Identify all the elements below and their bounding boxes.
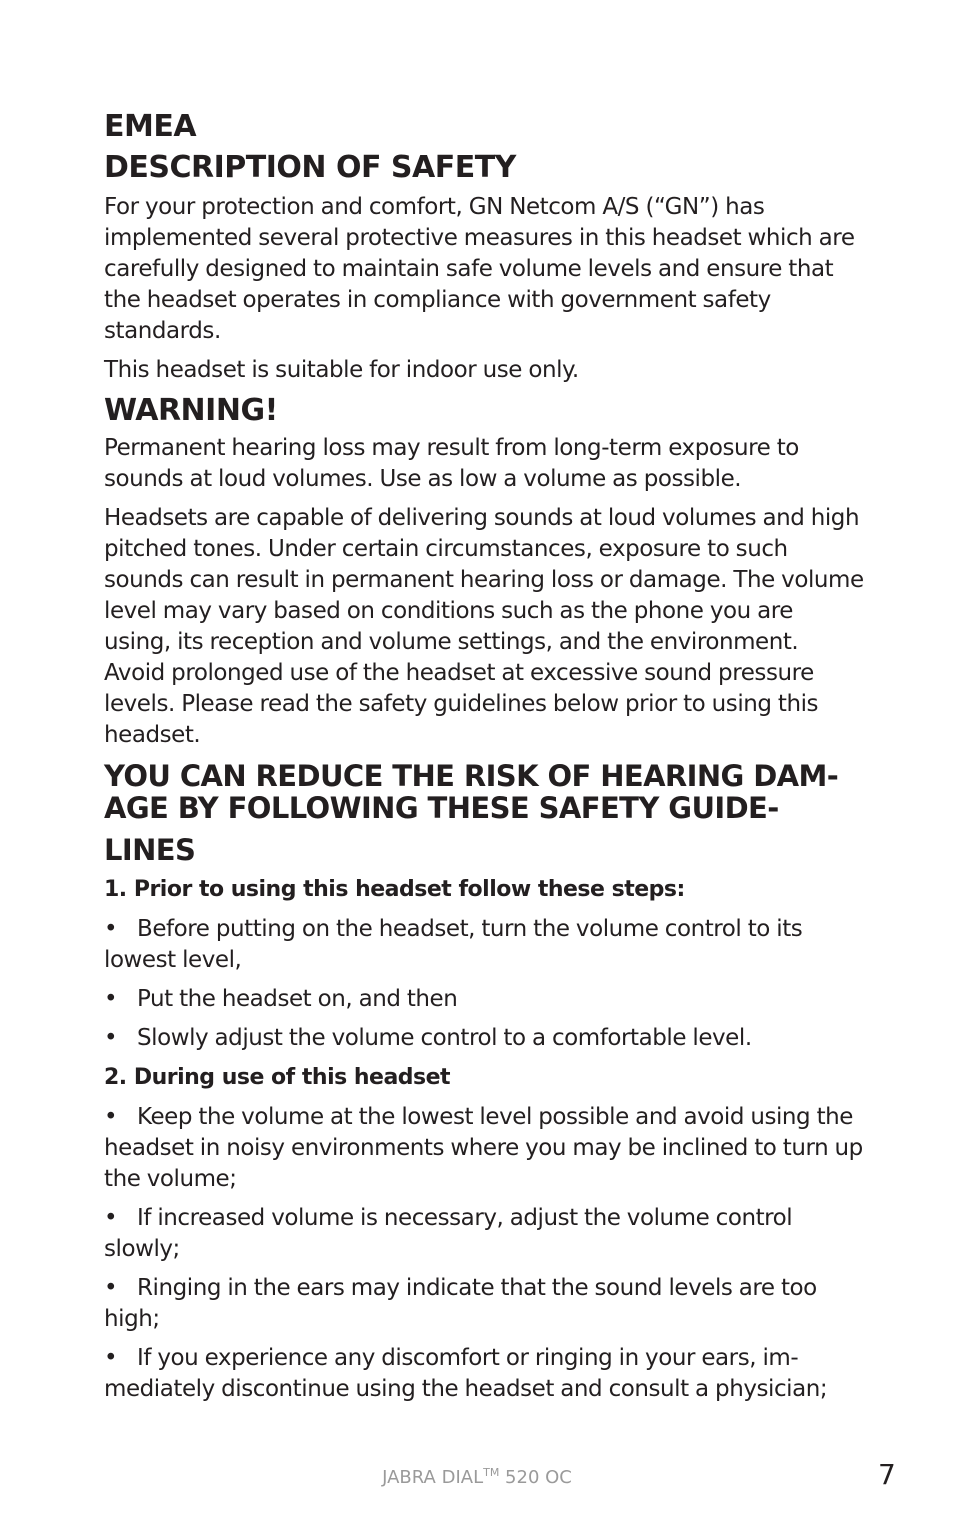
list-item-text: Put the headset on, and then [137,986,458,1012]
indoor-paragraph: This headset is suitable for indoor use only. [104,357,579,383]
list-item-text: Keep the volume at the lowest level possible and avoid using the headset in noisy environments where you may be inclined to turn up the volume; [104,1104,863,1192]
reduce-risk-heading-line3: LINES [104,833,196,867]
footer-product-suffix: 520 OC [499,1467,572,1488]
list-item [104,1273,864,1335]
reduce-risk-heading-line1: YOU CAN REDUCE THE RISK OF HEARING DAM- [104,759,839,793]
warning-paragraph-2: Headsets are capable of delivering sounds at loud volumes and high pitched tones. Under certain circumstances, exposure to such sounds can result in permanent hearing loss or damage. The volume level may vary based on conditions such as the phone you are using, its reception and volume settings, and the environment. Avoid prolonged use of the headset at excessive sound pressure levels. Please read the safety guidelines below prior to using this headset. [104,505,864,748]
bullet-icon: • [104,986,118,1012]
reduce-risk-heading-line2: AGE BY FOLLOWING THESE SAFETY GUIDE- [104,791,779,825]
list-item [104,1343,864,1405]
list-item-text: If you experience any discomfort or ringing in your ears, im-mediately discontinue using the headset and consult a physician; [104,1345,828,1402]
list-item-text: Before putting on the headset, turn the volume control to its lowest level, [104,916,803,973]
safety-heading: DESCRIPTION OF SAFETY [104,150,516,185]
list-item [104,914,864,976]
list-item [104,1203,864,1265]
bullet-icon: • [104,1025,118,1051]
list-item-text: Ringing in the ears may indicate that the sound levels are too high; [104,1275,817,1332]
step1-heading: 1. Prior to using this headset follow these steps: [104,877,685,902]
intro-paragraph: For your protection and comfort, GN Netcom A/S (“GN”) has implemented several protective measures in this headset which are carefully designed to maintain safe volume levels and ensure that the headset operates in compliance with government safety standards. [104,194,855,344]
bullet-icon: • [104,1104,118,1130]
list-item-text: If increased volume is necessary, adjust the volume control slowly; [104,1205,793,1262]
bullet-icon: • [104,1205,118,1231]
page-number: 7 [878,1458,896,1491]
bullet-icon: • [104,1275,118,1301]
warning-paragraph-1: Permanent hearing loss may result from long-term exposure to sounds at loud volumes. Use as low a volume as possible. [104,435,799,492]
footer-product-name [0,1466,954,1488]
warning-heading: WARNING! [104,393,278,428]
reduce-risk-heading [104,760,864,866]
list-item-text: Slowly adjust the volume control to a comfortable level. [137,1025,752,1051]
list-item [104,984,864,1015]
bullet-icon: • [104,1345,118,1371]
bullet-icon: • [104,916,118,942]
list-item [104,1023,864,1054]
footer-product-prefix: JABRA DIAL [382,1467,484,1488]
step2-heading: 2. During use of this headset [104,1065,451,1090]
list-item [104,1102,864,1195]
trademark-mark: TM [483,1466,500,1479]
region-heading: EMEA [104,109,197,144]
page-content [104,106,864,1405]
